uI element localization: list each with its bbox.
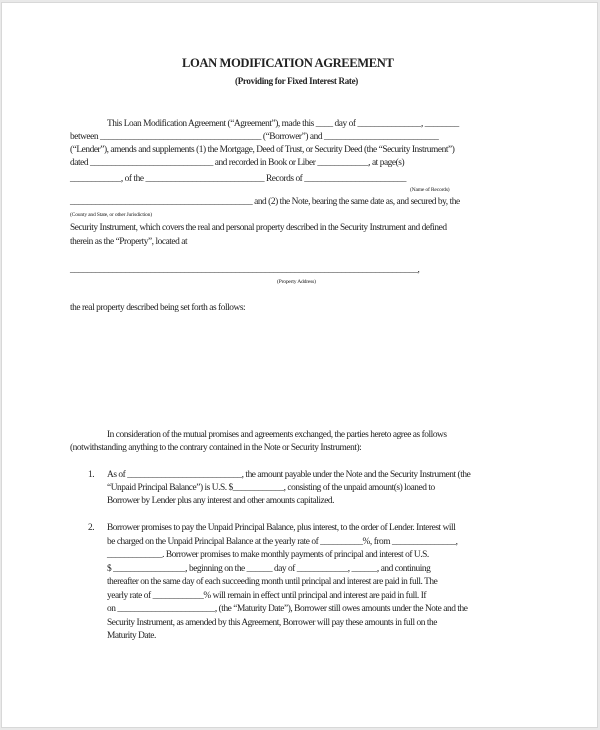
line-6: ___________________________________________ and (2) the Note, bearing the same date as, and secured by, the (70, 197, 460, 207)
line-9: __________________________________________________________________________________, (70, 265, 420, 275)
item-2-line-9: Maturity Date. (107, 631, 156, 641)
item-1-line-1: As of ___________________________, the amount payable under the Note and the Security Instrument (the (107, 470, 471, 480)
item-2-number: 2. (88, 523, 95, 533)
item-2-line-5: thereafter on the same day of each succeeding month until principal and interest are paid in full. The (107, 577, 438, 587)
line-11: In consideration of the mutual promises and agreements exchanged, the parties hereto agree as follows (107, 430, 447, 440)
item-1-line-2: “Unpaid Principal Balance”) is U.S. $____________, consisting of the unpaid amount(s) loaned to (107, 483, 435, 493)
line-1: This Loan Modification Agreement (“Agreement”), made this ____ day of _______________, ________ (107, 119, 459, 129)
item-2-line-8: Security Instrument, as amended by this Agreement, Borrower will pay these amounts in full on the (107, 618, 437, 628)
line-5: ____________, of the ____________________________ Records of ________________________ (70, 174, 406, 184)
item-2-line-7: on _______________________, (the “Maturity Date”), Borrower still owes amounts under the Note and the (107, 604, 468, 614)
line-12: (notwithstanding anything to the contrary contained in the Note or Security Instrument): (70, 443, 362, 453)
line-2: between ______________________________________ (“Borrower”) and ___________________________ (70, 132, 439, 142)
line-7: Security Instrument, which covers the real and personal property described in the Security Instrument and defined (70, 223, 447, 233)
line-3: (“Lender”), amends and supplements (1) the Mortgage, Deed of Trust, or Security Deed (the “Security Instrument”) (70, 145, 455, 155)
item-1-number: 1. (88, 470, 95, 480)
item-1-line-3: Borrower by Lender plus any interest and other amounts capitalized. (107, 496, 335, 506)
document-page (1, 2, 598, 728)
caption-property-address: (Property Address) (277, 279, 316, 285)
caption-county-state: (County and State, or other Jurisdiction) (70, 212, 152, 218)
document-title: LOAN MODIFICATION AGREEMENT (182, 56, 394, 70)
line-10: the real property described being set forth as follows: (70, 303, 246, 313)
document-subtitle: (Providing for Fixed Interest Rate) (235, 76, 358, 86)
item-2-line-4: $ _________________, beginning on the ______ day of ____________, ______, and continuing (107, 564, 431, 574)
line-8: therein as the “Property”, located at (70, 237, 188, 247)
item-2-line-2: be charged on the Unpaid Principal Balance at the yearly rate of __________%, from _______________, (107, 537, 458, 547)
item-2-line-3: _____________. Borrower promises to make monthly payments of principal and interest of U.S. (107, 550, 429, 560)
line-4: dated _____________________________ and recorded in Book or Liber ____________, at page(s) (70, 158, 405, 168)
item-2-line-6: yearly rate of ____________% will remain in effect until principal and interest are paid in full. If (107, 591, 427, 601)
item-2-line-1: Borrower promises to pay the Unpaid Principal Balance, plus interest, to the order of Lender. Interest will (107, 523, 456, 533)
caption-name-of-records: (Name of Records) (410, 187, 450, 193)
